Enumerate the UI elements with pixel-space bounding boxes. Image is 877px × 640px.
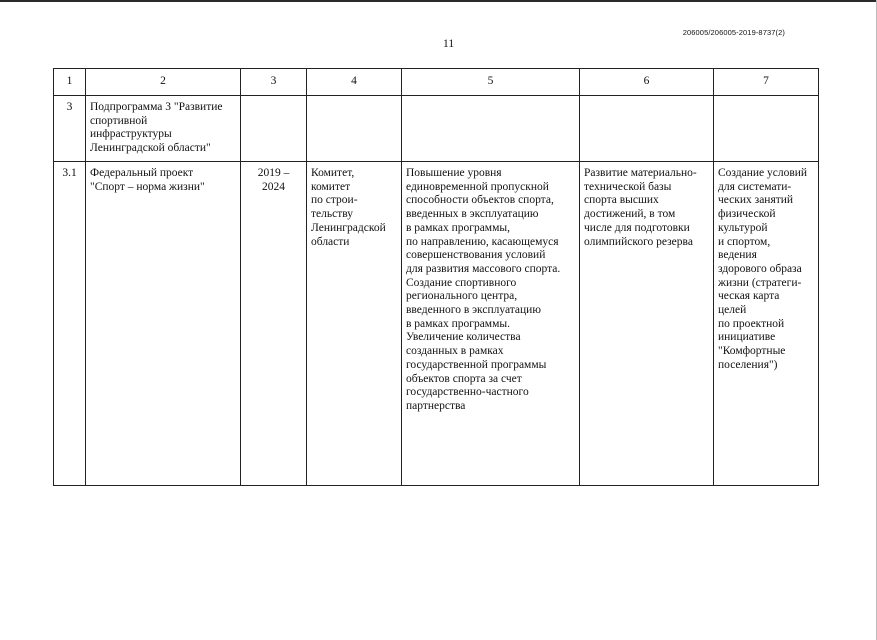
- text-line: Повышение уровня: [406, 167, 502, 179]
- text-line: и спортом,: [718, 235, 771, 248]
- text-line: Федеральный проект: [90, 167, 194, 179]
- text-line: Создание спортивного: [406, 276, 517, 289]
- text-line: созданных в рамках: [406, 345, 504, 358]
- column-number-row: [54, 69, 819, 96]
- text-line: Ленинградской: [311, 221, 386, 234]
- text-line: Комитет,: [311, 167, 355, 179]
- text-line: объектов спорта за счет: [406, 372, 522, 385]
- subprogram-number: 3: [54, 96, 86, 162]
- text-line: комитет: [311, 180, 351, 193]
- project-link: [714, 162, 819, 486]
- column-header: 1: [54, 69, 86, 96]
- text-line: технической базы: [584, 180, 672, 193]
- document-id: 206005/206005-2019-8737(2): [682, 28, 785, 37]
- text-line: для системати-: [718, 180, 792, 193]
- program-table: [53, 68, 819, 486]
- text-line: инфраструктуры: [90, 128, 172, 141]
- empty-cell: [307, 96, 402, 162]
- empty-cell: [402, 96, 580, 162]
- text-line: в рамках программы,: [406, 221, 510, 234]
- empty-cell: [714, 96, 819, 162]
- project-name: [86, 162, 241, 486]
- page-number: 11: [443, 38, 455, 50]
- subprogram-title: [86, 96, 241, 162]
- text-line: 2019 –: [257, 167, 290, 179]
- text-line: для развития массового спорта.: [406, 262, 561, 275]
- text-line: введенного в эксплуатацию: [406, 304, 541, 317]
- text-line: единовременной пропускной: [406, 180, 549, 193]
- text-line: ческих занятий: [718, 194, 794, 207]
- text-line: в рамках программы.: [406, 317, 510, 330]
- column-header: 7: [714, 69, 819, 96]
- project-results: [402, 162, 580, 486]
- text-line: государственно-частного: [406, 386, 529, 399]
- column-header: 4: [307, 69, 402, 96]
- text-line: Ленинградской области": [90, 142, 211, 155]
- column-header: 6: [580, 69, 714, 96]
- text-line: "Спорт – норма жизни": [90, 180, 205, 193]
- text-line: Подпрограмма 3 "Развитие: [90, 101, 223, 113]
- text-line: поселения"): [718, 358, 778, 371]
- text-line: 2024: [262, 180, 285, 193]
- text-line: ческая карта: [718, 290, 780, 303]
- text-line: числе для подготовки: [584, 221, 690, 234]
- text-line: Увеличение количества: [406, 331, 521, 344]
- subprogram-row: [54, 96, 819, 162]
- text-line: олимпийского резерва: [584, 235, 693, 248]
- text-line: инициативе: [718, 331, 776, 344]
- project-row: [54, 162, 819, 486]
- empty-cell: [241, 96, 307, 162]
- text-line: способности объектов спорта,: [406, 194, 554, 207]
- text-line: спортивной: [90, 114, 148, 127]
- text-line: партнерства: [406, 399, 466, 412]
- text-line: спорта высших: [584, 194, 659, 207]
- text-line: жизни (стратеги-: [718, 276, 802, 289]
- text-line: по строи-: [311, 194, 358, 207]
- column-header: 2: [86, 69, 241, 96]
- text-line: достижений, в том: [584, 208, 676, 221]
- text-line: совершенствования условий: [406, 249, 546, 262]
- text-line: ведения: [718, 249, 757, 262]
- text-line: по направлению, касающемуся: [406, 235, 559, 248]
- text-line: культурой: [718, 221, 768, 234]
- project-goal: [580, 162, 714, 486]
- text-line: тельству: [311, 208, 354, 221]
- text-line: по проектной: [718, 317, 785, 330]
- scan-top-edge: [0, 0, 877, 2]
- column-header: 5: [402, 69, 580, 96]
- text-line: введенных в эксплуатацию: [406, 208, 539, 221]
- project-number: 3.1: [54, 162, 86, 486]
- text-line: государственной программы: [406, 358, 547, 371]
- text-line: Создание условий: [718, 167, 808, 179]
- column-header: 3: [241, 69, 307, 96]
- text-line: физической: [718, 208, 776, 221]
- text-line: целей: [718, 304, 747, 317]
- text-line: регионального центра,: [406, 290, 518, 303]
- text-line: "Комфортные: [718, 345, 786, 358]
- text-line: области: [311, 235, 350, 248]
- project-executor: [307, 162, 402, 486]
- project-years: [241, 162, 307, 486]
- text-line: Развитие материально-: [584, 167, 697, 179]
- empty-cell: [580, 96, 714, 162]
- text-line: здорового образа: [718, 262, 802, 275]
